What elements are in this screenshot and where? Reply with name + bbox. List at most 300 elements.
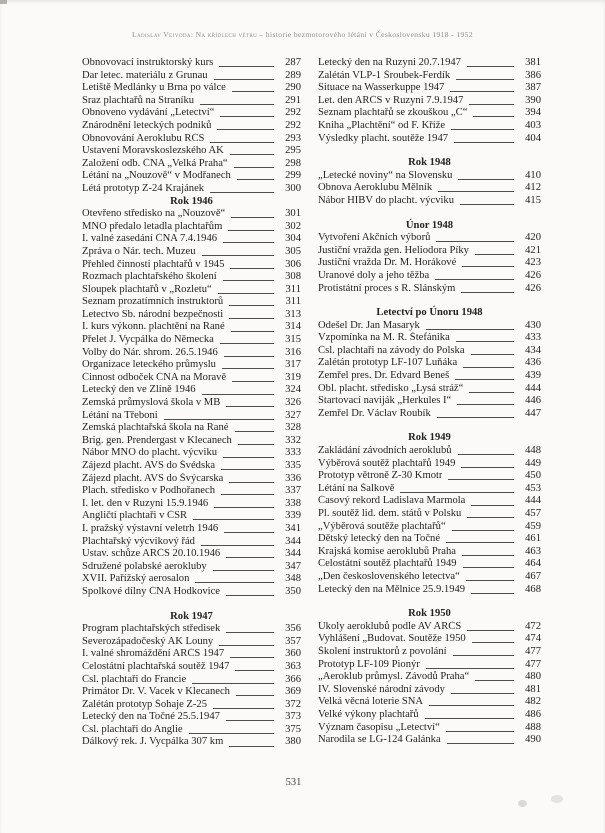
toc-entry bbox=[82, 158, 301, 171]
toc-entry-title: IV. Slovenské národní závody bbox=[318, 683, 445, 695]
toc-entry-page: 356 bbox=[285, 623, 301, 635]
toc-entry bbox=[82, 699, 301, 712]
toc-entry-page: 423 bbox=[525, 257, 541, 269]
toc-entry-page: 412 bbox=[525, 182, 541, 194]
toc-entry-title: Justiční vražda Dr. M. Horákové bbox=[318, 257, 457, 269]
toc-entry-title: Zalétán prototyp Šohaje Z-25 bbox=[82, 698, 208, 710]
leader-line bbox=[426, 668, 514, 669]
toc-entry-page: 293 bbox=[285, 132, 301, 144]
toc-entry-title: Časový rekord Ladislava Marmola bbox=[318, 495, 466, 507]
toc-entry-title: Plachtařský výcvikový řád bbox=[82, 535, 195, 547]
toc-entry-page: 344 bbox=[285, 535, 301, 547]
toc-entry bbox=[318, 521, 541, 534]
leader-line bbox=[223, 242, 274, 243]
leader-line bbox=[219, 645, 274, 646]
toc-entry-page: 444 bbox=[525, 382, 541, 394]
toc-entry bbox=[318, 709, 541, 722]
toc-section-heading: Rok 1948 bbox=[408, 157, 451, 169]
toc-entry bbox=[82, 548, 301, 561]
leader-line bbox=[220, 343, 274, 344]
toc-entry bbox=[318, 370, 541, 383]
toc-entry bbox=[318, 383, 541, 396]
toc-entry bbox=[318, 571, 541, 584]
toc-entry bbox=[318, 722, 541, 735]
toc-entry bbox=[318, 584, 541, 597]
leader-line bbox=[454, 142, 514, 143]
leader-line bbox=[236, 695, 274, 696]
toc-entry-title: Nábor HIBV do placht. výcviku bbox=[318, 194, 455, 206]
toc-entry bbox=[82, 724, 301, 737]
toc-entry-page: 477 bbox=[525, 658, 541, 670]
toc-entry-title: MNO předalo letadla plachtařům bbox=[82, 220, 223, 232]
leader-line bbox=[437, 417, 514, 418]
toc-entry-page: 404 bbox=[525, 132, 541, 144]
toc-entry-page: 474 bbox=[525, 633, 541, 645]
toc-entry bbox=[318, 70, 541, 83]
toc-entry-title: Prototyp větroně Z-30 Kmotr bbox=[318, 470, 443, 482]
toc-entry bbox=[82, 208, 301, 221]
toc-entry bbox=[82, 422, 301, 435]
toc-entry bbox=[318, 182, 541, 195]
toc-entry-page: 420 bbox=[525, 232, 541, 244]
leader-line bbox=[453, 655, 514, 656]
toc-entry bbox=[82, 309, 301, 322]
toc-entry-title: Startovací naviják „Herkules I“ bbox=[318, 395, 452, 407]
toc-entry-page: 311 bbox=[285, 296, 301, 308]
leader-line bbox=[231, 331, 274, 332]
toc-entry-title: Situace na Wasserkuppe 1947 bbox=[318, 82, 445, 94]
toc-entry bbox=[82, 57, 301, 70]
leader-line bbox=[202, 394, 274, 395]
leader-line bbox=[469, 392, 514, 393]
toc-entry-page: 336 bbox=[285, 472, 301, 484]
toc-entry-page: 490 bbox=[525, 734, 541, 746]
leader-line bbox=[229, 305, 274, 306]
toc-entry-page: 436 bbox=[525, 357, 541, 369]
toc-entry bbox=[318, 646, 541, 659]
toc-entry-title: Program plachtařských středisek bbox=[82, 623, 221, 635]
toc-entry-page: 449 bbox=[525, 457, 541, 469]
toc-entry-page: 434 bbox=[525, 344, 541, 356]
running-header-author: Ladislav Vejvoda: Na křídlech větru bbox=[132, 30, 258, 39]
toc-entry-page: 403 bbox=[525, 119, 541, 131]
leader-line bbox=[457, 404, 514, 405]
leader-line bbox=[463, 367, 514, 368]
toc-entry bbox=[318, 345, 541, 358]
toc-entry-title: Zemřel pres. Dr. Edvard Beneš bbox=[318, 370, 450, 382]
toc-entry-title: Vyhlášení „Budovat. Soutěže 1950 bbox=[318, 633, 466, 645]
leader-line bbox=[219, 66, 274, 67]
toc-entry-title: Obnoveno vydávání „Letectví“ bbox=[82, 107, 215, 119]
leader-line bbox=[192, 683, 274, 684]
toc-entry-page: 360 bbox=[285, 648, 301, 660]
toc-entry-title: Přelet J. Vycpálka do Německa bbox=[82, 334, 214, 346]
running-header bbox=[0, 30, 605, 39]
toc-entry-title: Rozmach plachtařského školení bbox=[82, 271, 217, 283]
toc-entry-page: 426 bbox=[525, 269, 541, 281]
toc-entry-title: Zakládání závodních aeroklubů bbox=[318, 445, 452, 457]
toc-entry-page: 319 bbox=[285, 371, 301, 383]
leader-line bbox=[450, 91, 514, 92]
toc-entry-title: Přehled činnosti plachtařů v 1945 bbox=[82, 258, 225, 270]
toc-entry bbox=[82, 686, 301, 699]
toc-entry bbox=[82, 170, 301, 183]
toc-entry-title: Ustavení Moravskoslezského AK bbox=[82, 145, 224, 157]
toc-entry-page: 341 bbox=[285, 522, 301, 534]
toc-entry-title: Obnovovací instruktorský kurs bbox=[82, 57, 214, 68]
page-number: 531 bbox=[285, 777, 302, 788]
toc-entry-page: 387 bbox=[525, 82, 541, 94]
toc-entry bbox=[318, 357, 541, 370]
toc-entry-title: Obnovování Aeroklubu RČS bbox=[82, 132, 205, 144]
toc-entry-title: Čsl. plachtaři do Anglie bbox=[82, 723, 183, 735]
toc-entry-title: I. kurs výkonn. plachtění na Rané bbox=[82, 321, 225, 333]
toc-entry bbox=[82, 674, 301, 687]
toc-entry-page: 328 bbox=[285, 422, 301, 434]
toc-entry-page: 324 bbox=[285, 384, 301, 396]
leader-line bbox=[463, 567, 514, 568]
leader-line bbox=[213, 708, 274, 709]
leader-line bbox=[456, 341, 514, 342]
toc-entry bbox=[82, 636, 301, 649]
toc-entry-title: Zemská plachtařská škola na Rané bbox=[82, 422, 229, 434]
toc-entry bbox=[82, 460, 301, 473]
leader-line bbox=[234, 167, 274, 168]
leader-line bbox=[193, 519, 274, 520]
toc-entry-page: 375 bbox=[285, 723, 301, 735]
leader-line bbox=[475, 680, 514, 681]
toc-entry-page: 488 bbox=[525, 721, 541, 733]
toc-entry bbox=[318, 495, 541, 508]
toc-entry-title: Sdružené polabské aerokluby bbox=[82, 560, 207, 572]
toc-column-left bbox=[82, 57, 301, 749]
toc-entry-page: 372 bbox=[285, 698, 301, 710]
toc-entry-title: Zalétán VLP-1 Šroubek-Ferdík bbox=[318, 69, 451, 81]
toc-entry bbox=[82, 183, 301, 196]
toc-entry-page: 313 bbox=[285, 308, 301, 320]
toc-entry-title: Sloupek plachtařů v „Rozletu“ bbox=[82, 283, 212, 295]
leader-line bbox=[195, 582, 274, 583]
leader-line bbox=[472, 642, 514, 643]
leader-line bbox=[210, 142, 274, 143]
leader-line bbox=[229, 482, 274, 483]
toc-entry bbox=[82, 573, 301, 586]
toc-entry-page: 453 bbox=[525, 482, 541, 494]
toc-entry-page: 311 bbox=[285, 283, 301, 295]
toc-entry-title: Úkoly aeroklubů podle AV ARČS bbox=[318, 620, 462, 632]
toc-section-heading: Rok 1947 bbox=[170, 610, 213, 622]
toc-entry-title: Seznam prozatímních instruktorů bbox=[82, 296, 224, 308]
toc-entry-title: Justiční vražda gen. Heliodora Píky bbox=[318, 244, 469, 256]
toc-entry-title: Kniha „Plachtění“ od F. Kříže bbox=[318, 119, 446, 131]
toc-entry-title: Sraz plachtařů na Straníku bbox=[82, 94, 195, 106]
toc-entry-title: Zemřel Dr. Václav Roubík bbox=[318, 407, 431, 419]
toc-entry-page: 381 bbox=[525, 57, 541, 68]
toc-entry-title: Krajská komise aeroklubů Praha bbox=[318, 545, 456, 557]
leader-line bbox=[226, 720, 274, 721]
leader-line bbox=[473, 116, 514, 117]
toc-entry bbox=[318, 546, 541, 559]
toc-entry-title: „Letecké noviny“ na Slovensku bbox=[318, 169, 453, 181]
toc-entry bbox=[82, 321, 301, 334]
scan-artifact bbox=[551, 795, 563, 803]
toc-entry bbox=[82, 95, 301, 108]
toc-entry-title: Vytvoření Akčních výborů bbox=[318, 232, 431, 244]
toc-entry-page: 421 bbox=[525, 244, 541, 256]
toc-entry-page: 439 bbox=[525, 370, 541, 382]
toc-entry-title: Obnova Aeroklubu Mělník bbox=[318, 182, 433, 194]
toc-entry bbox=[318, 283, 541, 296]
toc-entry-page: 386 bbox=[525, 69, 541, 81]
leader-line bbox=[189, 733, 274, 734]
toc-entry-title: Ustav. schůze ARČS 20.10.1946 bbox=[82, 548, 221, 560]
leader-line bbox=[455, 379, 514, 380]
toc-entry-page: 333 bbox=[285, 447, 301, 459]
leader-line bbox=[466, 580, 514, 581]
toc-entry bbox=[82, 372, 301, 385]
toc-entry-page: 468 bbox=[525, 583, 541, 595]
toc-entry-title: „Aeroklub průmysl. Závodů Praha“ bbox=[318, 671, 470, 683]
toc-entry bbox=[82, 296, 301, 309]
leader-line bbox=[223, 457, 274, 458]
toc-entry bbox=[318, 684, 541, 697]
toc-entry bbox=[82, 410, 301, 423]
toc-entry bbox=[82, 648, 301, 661]
toc-entry-title: I. pražský výstavní veletrh 1946 bbox=[82, 522, 219, 534]
leader-line bbox=[230, 268, 274, 269]
toc-entry-title: Letectvo Sb. národní bezpečnosti bbox=[82, 308, 224, 320]
toc-entry-title: Zemská průmyslová škola v MB bbox=[82, 397, 221, 409]
toc-entry bbox=[318, 659, 541, 672]
toc-entry-page: 301 bbox=[285, 208, 301, 220]
toc-section-heading: Únor 1948 bbox=[405, 219, 454, 231]
toc-entry-page: 338 bbox=[285, 497, 301, 509]
toc-entry-page: 446 bbox=[525, 395, 541, 407]
toc-entry bbox=[318, 533, 541, 546]
toc-entry bbox=[318, 245, 541, 258]
leader-line bbox=[471, 593, 514, 594]
toc-entry bbox=[318, 483, 541, 496]
toc-entry-page: 317 bbox=[285, 359, 301, 371]
toc-entry bbox=[82, 259, 301, 272]
section-gap bbox=[318, 420, 541, 432]
toc-entry-title: Narodila se LG-124 Galánka bbox=[318, 734, 441, 746]
leader-line bbox=[469, 104, 514, 105]
leader-line bbox=[232, 91, 274, 92]
toc-entry-title: Létání na „Nouzově“ v Modřanech bbox=[82, 170, 231, 182]
leader-line bbox=[467, 517, 514, 518]
toc-entry-title: I. valné shromáždění ARČS 1947 bbox=[82, 648, 225, 660]
toc-entry bbox=[82, 435, 301, 448]
leader-line bbox=[467, 630, 514, 631]
section-gap bbox=[318, 145, 541, 157]
toc-entry-page: 295 bbox=[285, 145, 301, 157]
scan-artifact bbox=[518, 800, 527, 807]
leader-line bbox=[461, 467, 514, 468]
toc-entry bbox=[318, 170, 541, 183]
leader-line bbox=[229, 318, 274, 319]
toc-entry bbox=[318, 120, 541, 133]
toc-section-heading: Rok 1949 bbox=[408, 432, 451, 444]
toc-entry bbox=[82, 334, 301, 347]
leader-line bbox=[238, 444, 274, 445]
leader-line bbox=[218, 293, 274, 294]
toc-entry-title: Pl. soutěž lid. dem. států v Polsku bbox=[318, 508, 462, 519]
leader-line bbox=[221, 469, 274, 470]
toc-entry-title: „Den československého letectva“ bbox=[318, 570, 460, 582]
leader-line bbox=[201, 545, 274, 546]
leader-line bbox=[436, 241, 514, 242]
leader-line bbox=[214, 507, 274, 508]
toc-entry-page: 290 bbox=[285, 82, 301, 94]
toc-entry-title: Vzpomínka na M. R. Štefánika bbox=[318, 332, 450, 344]
toc-entry-title: Brig. gen. Prendergast v Klecanech bbox=[82, 434, 232, 446]
leader-line bbox=[200, 104, 274, 105]
toc-entry bbox=[82, 623, 301, 636]
leader-line bbox=[224, 356, 274, 357]
toc-entry-page: 482 bbox=[525, 696, 541, 708]
toc-entry-page: 444 bbox=[525, 495, 541, 507]
toc-entry bbox=[82, 510, 301, 523]
toc-entry-page: 337 bbox=[285, 485, 301, 497]
leader-line bbox=[452, 530, 514, 531]
toc-column-right bbox=[318, 57, 541, 747]
toc-entry bbox=[82, 498, 301, 511]
toc-entry-page: 477 bbox=[525, 645, 541, 657]
section-gap bbox=[82, 599, 301, 611]
toc-entry-page: 369 bbox=[285, 686, 301, 698]
toc-entry-title: Význam časopisu „Letectví“ bbox=[318, 721, 440, 733]
toc-entry-page: 380 bbox=[285, 736, 301, 748]
toc-entry-page: 457 bbox=[525, 508, 541, 519]
toc-entry-page: 463 bbox=[525, 545, 541, 557]
leader-line bbox=[221, 494, 274, 495]
toc-entry-page: 486 bbox=[525, 708, 541, 720]
scan-artifact bbox=[0, 0, 7, 4]
toc-entry-page: 292 bbox=[285, 119, 301, 131]
toc-entry-page: 373 bbox=[285, 711, 301, 723]
toc-entry bbox=[318, 621, 541, 634]
toc-entry-title: Zpráva o Nár. tech. Muzeu bbox=[82, 245, 196, 257]
leader-line bbox=[400, 492, 514, 493]
toc-entry-title: Celostátní plachtařská soutěž 1947 bbox=[82, 660, 230, 672]
toc-entry-page: 472 bbox=[525, 620, 541, 632]
toc-entry-page: 464 bbox=[525, 558, 541, 570]
toc-entry-page: 459 bbox=[525, 520, 541, 532]
toc-entry bbox=[318, 332, 541, 345]
leader-line bbox=[228, 230, 274, 231]
toc-entry-title: Dálkový rek. J. Vycpálka 307 km bbox=[82, 736, 224, 748]
leader-line bbox=[213, 570, 274, 571]
toc-entry-page: 410 bbox=[525, 169, 541, 181]
toc-entry-title: Činnost odboček ČNA na Moravě bbox=[82, 371, 227, 383]
toc-entry-page: 366 bbox=[285, 673, 301, 685]
toc-entry-page: 390 bbox=[525, 94, 541, 106]
toc-entry-page: 292 bbox=[285, 107, 301, 119]
toc-entry-title: Velké výkony plachtařů bbox=[318, 708, 419, 720]
toc-entry bbox=[82, 523, 301, 536]
toc-entry-page: 415 bbox=[525, 194, 541, 206]
toc-entry-title: „Výběrová soutěže plachtařů“ bbox=[318, 520, 446, 532]
leader-line bbox=[229, 746, 274, 747]
toc-entry-title: Let. den ARČS v Ruzyni 7.9.1947 bbox=[318, 94, 464, 106]
leader-line bbox=[223, 280, 274, 281]
toc-entry-title: Čsl. plachtaři do Francie bbox=[82, 673, 187, 685]
toc-entry-page: 308 bbox=[285, 271, 301, 283]
leader-line bbox=[471, 505, 514, 506]
toc-entry-page: 450 bbox=[525, 470, 541, 482]
section-gap bbox=[318, 295, 541, 307]
toc-entry-page: 480 bbox=[525, 671, 541, 683]
toc-entry-title: Létání na Šalkově bbox=[318, 482, 395, 494]
toc-entry bbox=[82, 120, 301, 133]
toc-entry-title: Výběrová soutěž plachtařů 1949 bbox=[318, 457, 456, 469]
toc-entry-page: 448 bbox=[525, 445, 541, 457]
leader-line bbox=[226, 406, 274, 407]
leader-line bbox=[448, 479, 514, 480]
toc-section-heading: Letectví po Únoru 1948 bbox=[376, 307, 483, 319]
leader-line bbox=[220, 116, 274, 117]
leader-line bbox=[446, 731, 514, 732]
toc-entry bbox=[82, 347, 301, 360]
leader-line bbox=[224, 532, 274, 533]
leader-line bbox=[458, 179, 514, 180]
toc-entry bbox=[318, 458, 541, 471]
toc-entry-page: 339 bbox=[285, 510, 301, 522]
toc-entry bbox=[318, 445, 541, 458]
toc-entry-title: Otevřeno středisko na „Nouzově“ bbox=[82, 208, 226, 220]
leader-line bbox=[438, 191, 514, 192]
toc-entry bbox=[82, 736, 301, 749]
leader-line bbox=[222, 368, 274, 369]
toc-entry-title: Primátor Dr. V. Vacek v Klecanech bbox=[82, 686, 230, 698]
toc-entry bbox=[318, 57, 541, 70]
toc-entry bbox=[82, 473, 301, 486]
leader-line bbox=[164, 419, 274, 420]
toc-entry bbox=[82, 133, 301, 146]
toc-entry bbox=[318, 470, 541, 483]
toc-entry-page: 326 bbox=[285, 397, 301, 409]
toc-entry-page: 348 bbox=[285, 573, 301, 585]
toc-entry bbox=[82, 536, 301, 549]
toc-entry bbox=[82, 107, 301, 120]
toc-entry-page: 302 bbox=[285, 220, 301, 232]
toc-entry-title: Protistátní proces s R. Slánským bbox=[318, 282, 456, 294]
toc-entry-title: Výsledky placht. soutěže 1947 bbox=[318, 132, 449, 144]
leader-line bbox=[226, 632, 274, 633]
toc-entry-title: Letecký den ve Zlíně 1946 bbox=[82, 384, 196, 396]
toc-entry bbox=[318, 320, 541, 333]
toc-entry-page: 426 bbox=[525, 282, 541, 294]
toc-entry-page: 305 bbox=[285, 245, 301, 257]
toc-entry-title: Nábor MNO do placht. výcviku bbox=[82, 447, 218, 459]
toc-entry-page: 299 bbox=[285, 170, 301, 182]
leader-line bbox=[235, 431, 275, 432]
toc-entry bbox=[318, 558, 541, 571]
section-gap bbox=[318, 596, 541, 608]
toc-entry bbox=[318, 408, 541, 421]
toc-entry-page: 314 bbox=[285, 321, 301, 333]
toc-entry-title: Letecký den na Mělnice 25.9.1949 bbox=[318, 583, 466, 595]
toc-entry bbox=[318, 133, 541, 146]
leader-line bbox=[210, 192, 274, 193]
toc-entry-page: 315 bbox=[285, 334, 301, 346]
leader-line bbox=[217, 129, 274, 130]
toc-entry-title: Odešel Dr. Jan Masaryk bbox=[318, 319, 420, 331]
toc-entry bbox=[318, 633, 541, 646]
toc-entry bbox=[82, 221, 301, 234]
toc-entry bbox=[82, 485, 301, 498]
